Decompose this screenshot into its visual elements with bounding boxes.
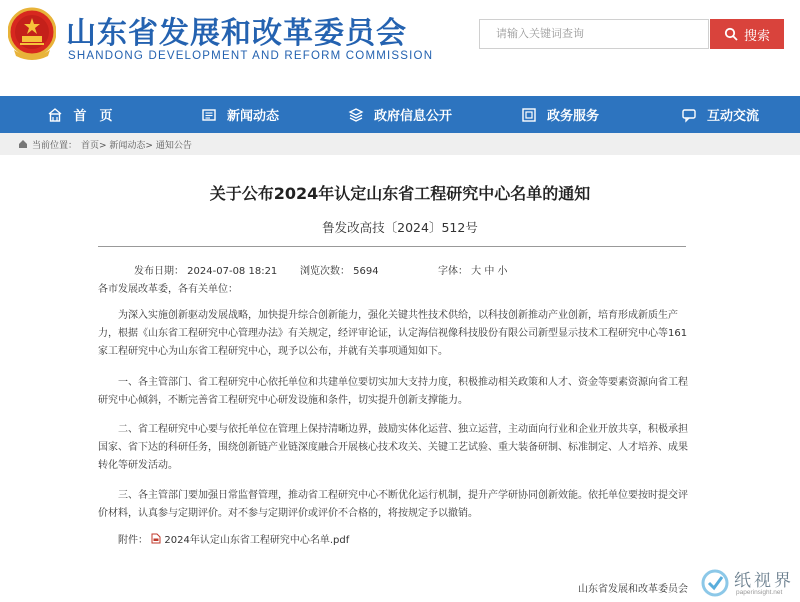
search-input[interactable]: 请输入关键词查询 — [479, 19, 709, 49]
watermark-url: paperinsight.net — [736, 589, 783, 596]
nav-item-news[interactable] — [160, 96, 320, 133]
search-button[interactable] — [710, 19, 784, 49]
article-title: 关于公布2024年认定山东省工程研究中心名单的通知 — [209, 184, 591, 203]
nav-item-label: 互动交流 — [706, 109, 759, 124]
paperinsight-logo-icon — [700, 568, 730, 598]
paragraph-3: 三、各主管部门要加强日常监督管理，推动省工程研究中心不断优化运行机制，提升产学研协同创新效能。依托单位要按时提交评价材料，认真参与定期评价。对不参与定期评价或评价不合格的，将按规定予以撤销。 — [98, 490, 688, 519]
news-icon — [201, 107, 217, 123]
nav-item-interaction[interactable] — [640, 96, 800, 133]
search-icon — [724, 27, 738, 41]
national-emblem-icon[interactable] — [8, 6, 56, 62]
attachment-link[interactable]: 2024年认定山东省工程研究中心名单.pdf — [164, 535, 350, 546]
layers-icon — [348, 107, 364, 123]
site-subtitle: SHANDONG DEVELOPMENT AND REFORM COMMISSION — [68, 50, 434, 62]
signature: 山东省发展和改革委员会 — [578, 584, 688, 595]
nav-item-label: 新闻动态 — [226, 109, 279, 124]
main-nav — [0, 96, 800, 133]
home-icon — [18, 139, 28, 149]
nav-item-services[interactable] — [480, 96, 640, 133]
search-button-label: 搜索 — [743, 28, 770, 44]
pdf-file-icon — [151, 533, 161, 544]
site-header — [0, 0, 800, 96]
view-count: 浏览次数： 5694 — [300, 266, 379, 277]
publish-date: 发布日期： 2024-07-08 18:21 — [134, 266, 278, 277]
chat-icon — [681, 107, 697, 123]
paragraph-intro: 为深入实施创新驱动发展战略，加快提升综合创新能力，强化关键共性技术供给，以科技创新推动产业创新，培育形成新质生产力，根据《山东省工程研究中心管理办法》有关规定，经评审论证，认定海信视像科技股份有限公司新型显示技术工程研究中心等161家工程研究中心为山东省工程研究中心，现予以公布，并就有关事项通知如下。 — [98, 310, 688, 357]
service-icon — [521, 107, 537, 123]
watermark — [700, 566, 796, 600]
font-size-switcher[interactable]: 字体： 大 中 小 — [438, 266, 508, 277]
breadcrumb-path[interactable]: 首页> 新闻动态> 通知公告 — [81, 140, 192, 151]
breadcrumb-prefix: 当前位置： — [32, 140, 78, 151]
site-title[interactable]: 山东省发展和改革委员会 — [66, 16, 407, 51]
title-divider — [98, 246, 686, 247]
attachment-label: 附件： — [118, 535, 148, 546]
watermark-text: 纸视界 — [734, 571, 794, 591]
nav-item-label: 政务服务 — [546, 109, 599, 124]
doc-number: 鲁发改高技〔2024〕512号 — [322, 220, 478, 235]
paragraph-1: 一、各主管部门、省工程研究中心依托单位和共建单位要切实加大支持力度，积极推动相关政策和人才、资金等要素资源向省工程研究中心倾斜，不断完善省工程研究中心研发设施和条件，切实提升创新支撑能力。 — [98, 377, 688, 406]
attachment — [118, 531, 349, 546]
nav-item-label: 政府信息公开 — [373, 109, 452, 124]
salutation: 各市发展改革委，各有关单位： — [98, 284, 238, 295]
breadcrumb — [0, 133, 800, 155]
home-icon — [47, 107, 63, 123]
nav-item-home[interactable] — [0, 96, 160, 133]
nav-item-gov-info[interactable] — [320, 96, 480, 133]
paragraph-2: 二、省工程研究中心要与依托单位在管理上保持清晰边界，鼓励实体化运营、独立运营，主动面向行业和企业开放共享，积极承担国家、省下达的科研任务，围绕创新链产业链深度融合开展核心技术攻关、关键工艺试验、重大装备研制、标准制定、人才培养、成果转化等研发活动。 — [98, 424, 688, 471]
nav-item-label: 首 页 — [73, 109, 113, 124]
